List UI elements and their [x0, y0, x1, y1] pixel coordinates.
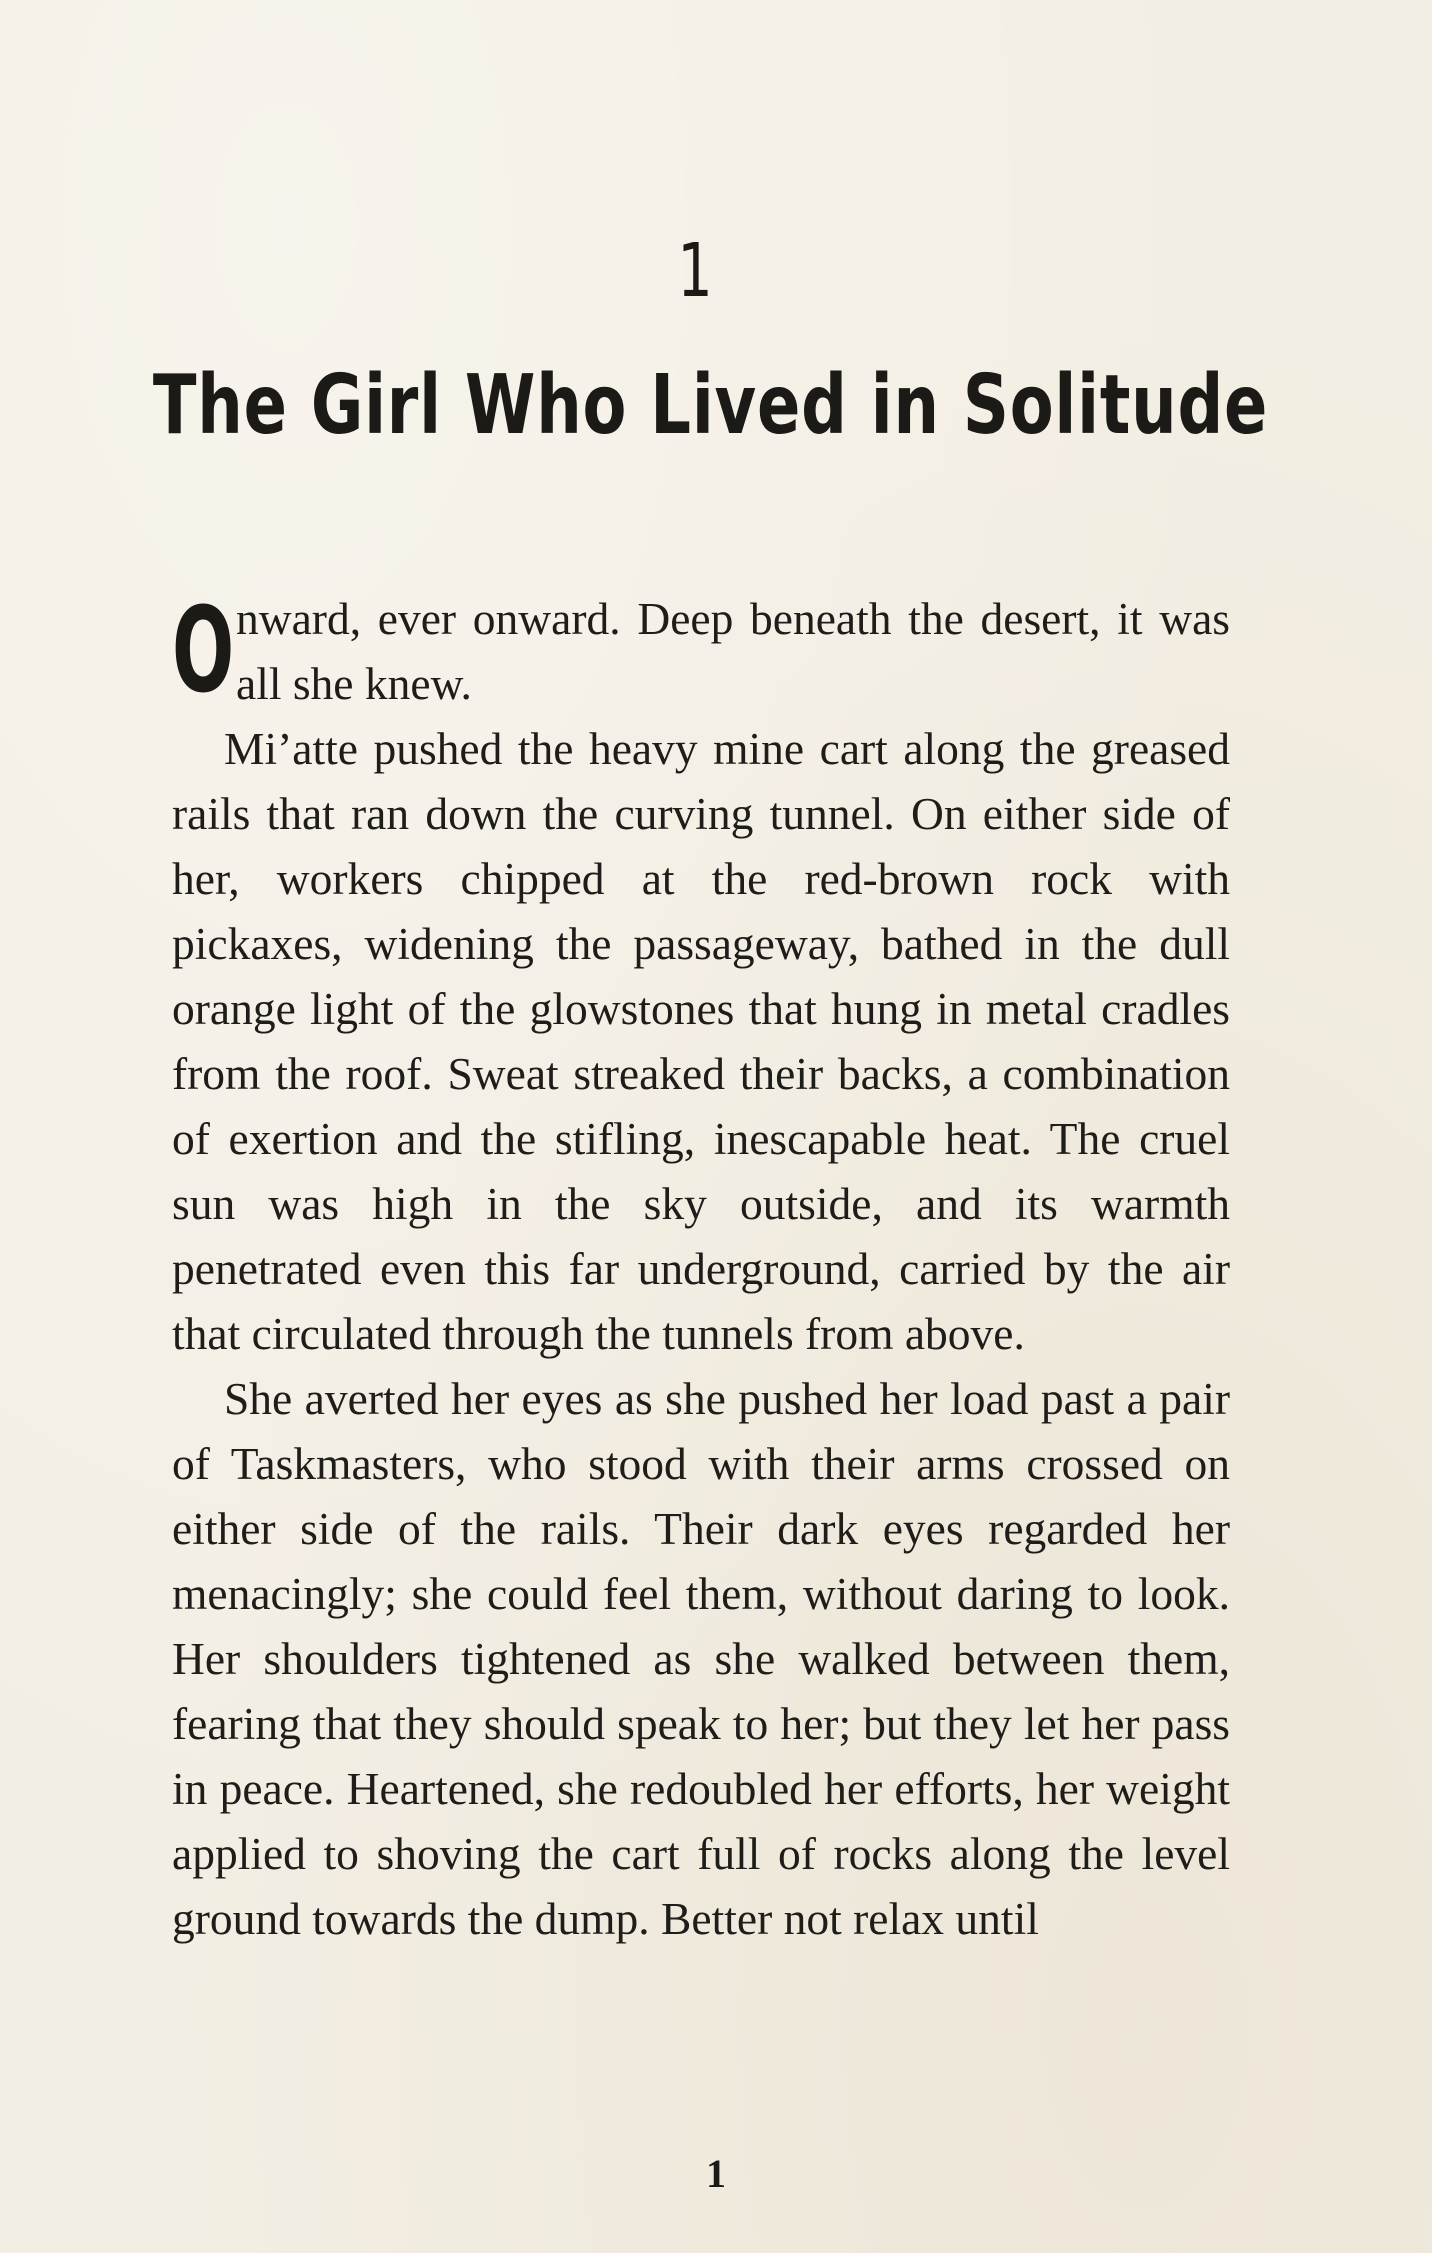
chapter-body	[172, 581, 1230, 1951]
paragraph-3: She averted her eyes as she pushed her load past a pair of Taskmasters, who stood with their arms crossed on either side of the rails. Their dark eyes regarded her menacingly; she could feel them, without daring to look. Her shoulders tightened as she walked between them, fearing that they should speak to her; but they let her pass in peace. Heartened, she redoubled her efforts, her weight applied to shoving the cart full of rocks along the level ground towards the dump. Better not relax until	[172, 1373, 1230, 1944]
paragraph-1-text: nward, ever onward. Deep beneath the desert, it was all she knew.	[236, 593, 1230, 709]
paragraph-1	[172, 581, 1230, 719]
chapter-title: The Girl Who Lived in Solitude	[152, 358, 1269, 453]
page-number: 1	[706, 2151, 726, 2196]
drop-cap: O	[172, 581, 235, 719]
paragraph-2: Mi’atte pushed the heavy mine cart along the greased rails that ran down the curving tunnel. On either side of her, workers chipped at the red-brown rock with pickaxes, widening the passageway, bathed in the dull orange light of the glowstones that hung in metal cradles from the roof. Sweat streaked their backs, a combination of exertion and the stifling, inescapable heat. The cruel sun was high in the sky outside, and its warmth penetrated even this far underground, carried by the air that circulated through the tunnels from above.	[172, 723, 1230, 1359]
chapter-number: 1	[677, 228, 713, 314]
